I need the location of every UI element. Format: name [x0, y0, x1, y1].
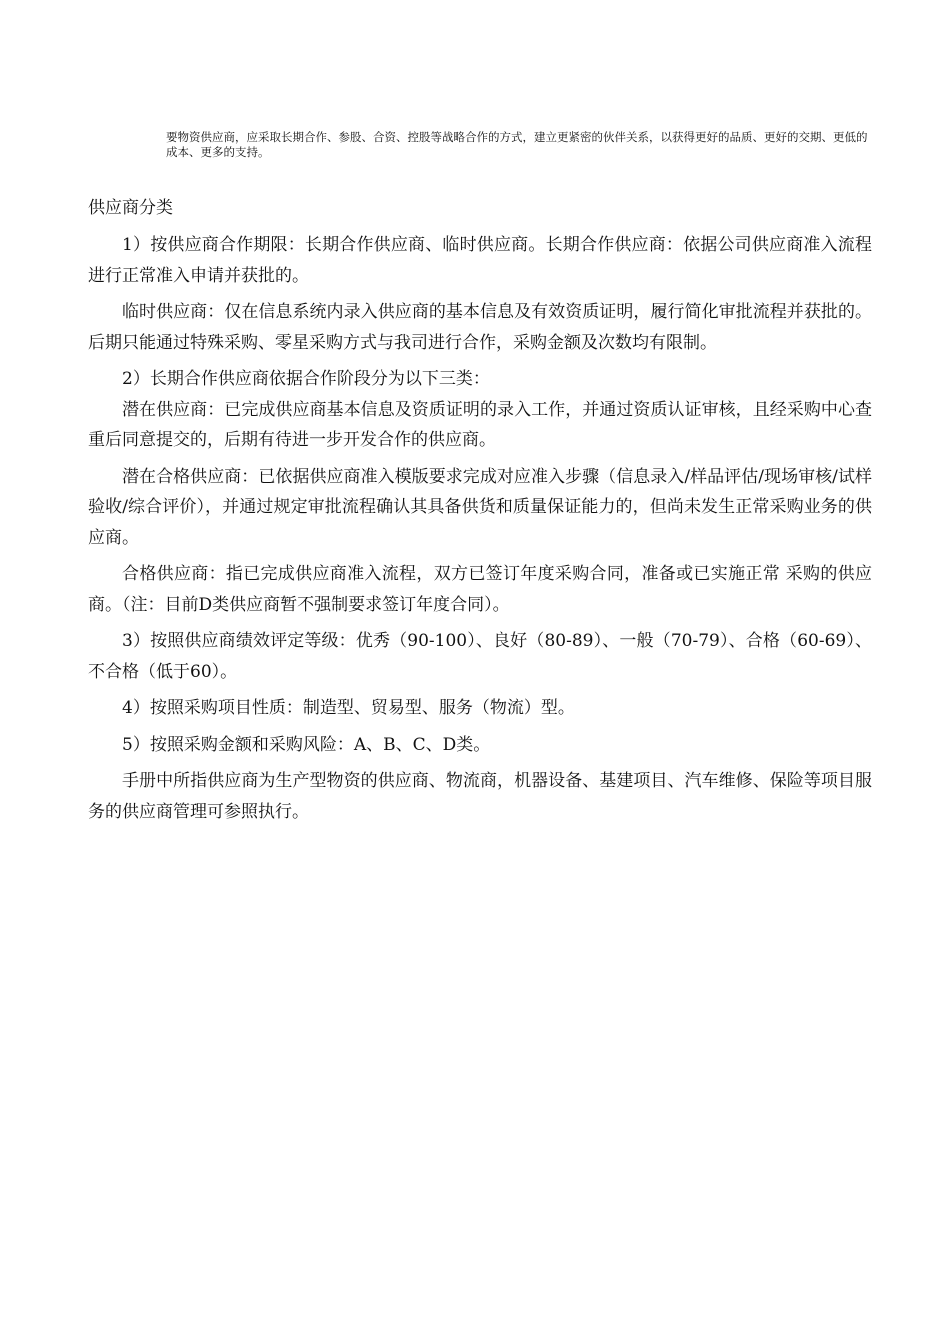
section-title: 供应商分类 [88, 198, 173, 218]
paragraph-project-nature: 4）按照采购项目性质：制造型、贸易型、服务（物流）型。 [122, 698, 575, 718]
paragraph-scope: 手册中所指供应商为生产型物资的供应商、物流商，机器设备、基建项目、汽车维修、保险等项目服务的供应商管理可参照执行。 [88, 771, 872, 822]
paragraph-qualified-supplier: 合格供应商：指已完成供应商准入流程，双方已签订年度采购合同，准备或已实施正常 采购的供应商。（注：目前D类供应商暂不强制要求签订年度合同）。 [88, 564, 872, 615]
paragraph-potential-supplier: 潜在供应商：已完成供应商基本信息及资质证明的录入工作，并通过资质认证审核，且经采购中心查重后同意提交的，后期有待进一步开发合作的供应商。 [88, 399, 872, 450]
paragraph-term-classification: 1）按供应商合作期限：长期合作供应商、临时供应商。长期合作供应商：依据公司供应商准入流程进行正常准入申请并获批的。 [88, 235, 872, 286]
intro-note: 要物资供应商，应采取长期合作、参股、合资、控股等战略合作的方式，建立更紧密的伙伴关系，以获得更好的品质、更好的交期、更低的成本、更多的支持。 [166, 130, 868, 159]
paragraph-potential-qualified-supplier: 潜在合格供应商：已依据供应商准入模版要求完成对应准入步骤（信息录入/样品评估/现场审核/试样验收/综合评价），并通过规定审批流程确认其具备供货和质量保证能力的，但尚未发生正常采购业务的供应商。 [88, 466, 872, 548]
paragraph-temporary-supplier: 临时供应商：仅在信息系统内录入供应商的基本信息及有效资质证明，履行简化审批流程并获批的。后期只能通过特殊采购、零星采购方式与我司进行合作，采购金额及次数均有限制。 [88, 302, 872, 353]
section-body [88, 230, 872, 827]
paragraph-amount-risk: 5）按照采购金额和采购风险：A、B、C、D类。 [122, 734, 491, 755]
paragraph-performance-grade: 3）按照供应商绩效评定等级：优秀（90-100）、良好（80-89）、一般（70-79）、合格（60-69）、不合格（低于60）。 [88, 631, 872, 682]
paragraph-stage-classification: 2）长期合作供应商依据合作阶段分为以下三类： [122, 369, 490, 389]
